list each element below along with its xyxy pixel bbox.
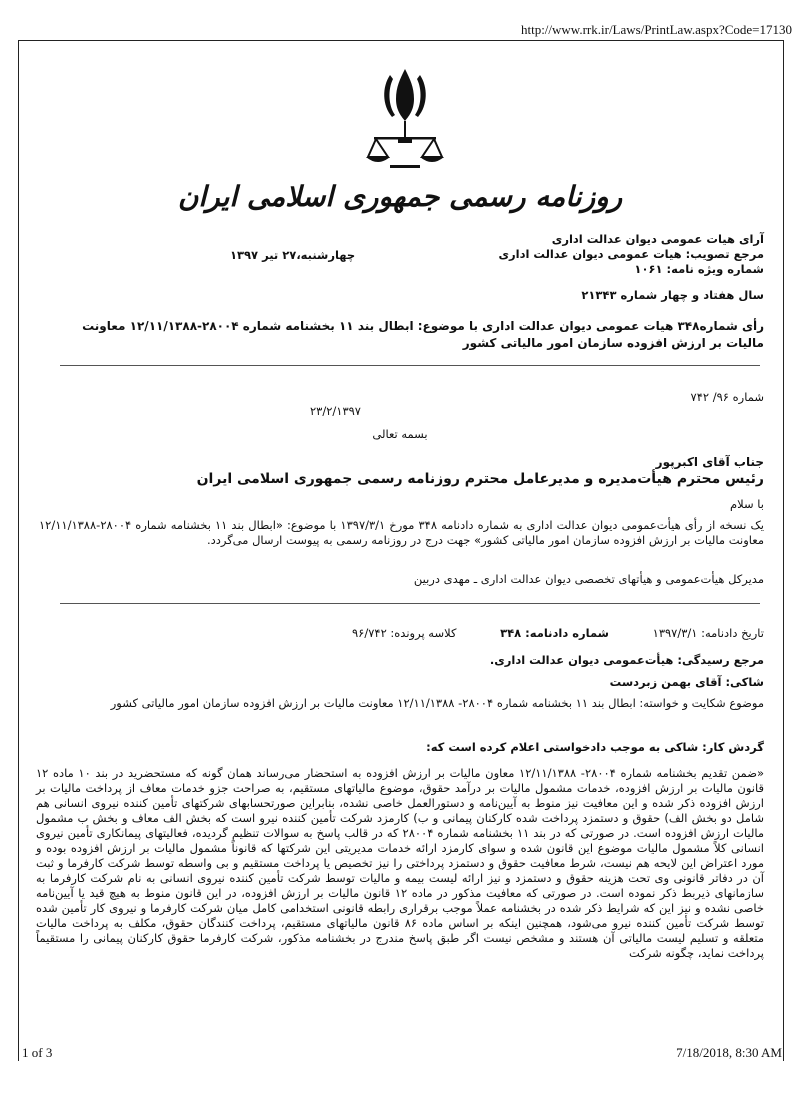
case-flow: گردش کار: شاکی به موجب دادخواستی اعلام کرده است که: [426,740,764,754]
greeting: با سلام [730,497,764,511]
page-count: 1 of 3 [22,1045,53,1060]
masthead-title: روزنامه رسمی جمهوری اسلامی ایران [177,180,623,213]
meta-line-2: مرجع تصویب: هیات عمومی دیوان عدالت اداری [498,247,764,261]
meta-block [464,232,764,277]
case-body: «ضمن تقدیم بخشنامه شماره ۲۸۰۰۴- ۱۲/۱۱/۱۳۸۸ معاون مالیات بر ارزش افزوده به استحضار می‌رساند همان گونه که مستحضرید در بند ۱۰ ماده ۱۲ قانون مالیات بر ارزش افزوده، خدمات مشمول مالیات بر درآمد حقوق، موضوع مالیاتهای مستقیم، به صراحت جزو خدمات معاف از پرداخت مالیات بر ارزش افزوده ذکر شده و این معافیت نیز منوط به آیین‌نامه و دستورالعمل خاصی نشده، بنابراین صورتحسابهای شرکتهای تأمین کننده نیروی انسانی هم شامل دو بخش الف) حقوق و دستمزد پرداخت شده کارکنان پیمانی و ب) کارمزد شرکت تأمین کننده نیرو است که بخش الف معاف و بخش ب مشمول مالیات ارزش افزوده است. در صورتی که در بند ۱۱ بخشنامه شماره ۲۸۰۰۴ که در قالب پاسخ به سوالات تنظیم گردیده، فعالیتهای پیمانکاری تأمین نیروی انسانی کلاً مشمول مالیات موضوع این قانون شده و سوای کارمزد ارائه خدمات مدیریتی این شرکتها که قانوناً مشمول مالیات بر ارزش افزوده بوده و مورد اعتراض این لایحه هم نیست، شرط معافیت حقوق و دستمزد پرداختی را نیز تخصیص یا پرداخت مستقیم و بی واسطه توسط شرکت کارفرما و ثبت آن در دفاتر قانونی وی تحت هزینه حقوق و دستمزد و نیز ارائه لیست بیمه و مالیات توسط شرکت تأمین کننده نیروی انسانی به نام شرکت کارفرما به سازمانهای ذیربط ذکر نموده است. در صورتی که معافیت مذکور در ماده ۱۲ قانون مالیات بر ارزش افزوده، در این قانون منوط به هیچ قید یا آیین‌نامه خاصی نشده و نیز این که شرایط ذکر شده در بخشنامه عملاً موجب برقراری رابطه قانونی استخدامی کامل میان شرکت کارفرما و نیروی کار تأمین شده توسط شرکت تأمین کننده نیرو می‌شود، همچنین اینکه بر اساس ماده ۸۶ قانون مالیاتهای مستقیم، پرداخت کنندگان حقوق، مکلف به پرداخت مالیات متعلقه و تسلیم لیست مالیاتی آن هستند و مشخص نیست اگر طبق پاسخ مندرج در بخشنامه مذکور، شرکت کارفرما حقوق کارکنان پیمانی را مستقیماً پرداخت نماید، چگونه شرکت [36,766,765,960]
case-topic: موضوع شکایت و خواسته: ابطال بند ۱۱ بخشنامه شماره ۲۸۰۰۴- ۱۲/۱۱/۱۳۸۸ معاونت مالیات بر ارزش افزوده سازمان امور مالیاتی کشور [110,696,764,710]
case-file: کلاسه پرونده: ۹۶/۷۴۲ [351,626,457,640]
publish-date: چهارشنبه،۲۷ تیر ۱۳۹۷ [230,248,356,262]
meta-line-1: آرای هیات عمومی دیوان عدالت اداری [551,232,764,246]
case-date: تاریخ دادنامه: ۱۳۹۷/۳/۱ [652,626,764,640]
year-line: سال هفتاد و چهار شماره ۲۱۳۴۳ [581,288,764,302]
addressee-name: جناب آقای اکبرپور [655,455,764,469]
divider [60,365,760,366]
case-info-row [34,626,764,641]
print-url: http://www.rrk.ir/Laws/PrintLaw.aspx?Code=17130 [520,22,792,37]
addressee-title: رئیس محترم هیأت‌مدیره و مدیرعامل محترم روزنامه رسمی جمهوری اسلامی ایران [196,471,764,487]
case-plaintiff: شاکی: آقای بهمن زبردست [609,675,764,689]
divider [60,603,760,604]
signature-line: مدیرکل هیأت‌عمومی و هیأتهای تخصصی دیوان عدالت اداری ـ مهدی دربین [413,572,764,586]
iran-emblem-icon [360,65,450,175]
case-number: شماره دادنامه: ۳۴۸ [500,626,609,640]
case-reference: مرجع رسیدگی: هیأت‌عمومی دیوان عدالت اداری. [489,653,764,667]
meta-line-3: شماره ویژه نامه: ۱۰۶۱ [634,262,764,276]
bismillah: بسمه تعالی [372,427,428,441]
letter-date: ۲۳/۲/۱۳۹۷ [310,404,361,418]
letter-number: شماره ۹۶/ ۷۴۲ [690,390,764,404]
ruling-subject: رأی شماره۳۴۸ هیات عمومی دیوان عدالت اداری با موضوع: ابطال بند ۱۱ بخشنامه شماره ۲۸۰۰۴-۱۲/۱۱/۱۳۸۸ معاونت مالیات بر ارزش افزوده سازمان امور مالیاتی کشور [82,319,764,350]
print-datetime: 7/18/2018, 8:30 AM [676,1045,782,1060]
letter-paragraph: یک نسخه از رأی هیأت‌عمومی دیوان عدالت اداری به شماره دادنامه ۳۴۸ مورخ ۱۳۹۷/۳/۱ با موضوع: «ابطال بند ۱۱ بخشنامه شماره ۲۸۰۰۴-۱۲/۱۱/۱۳۸۸ معاونت مالیات بر ارزش افزوده سازمان امور مالیاتی کشور» جهت درج در روزنامه رسمی به پیوست ارسال می‌گردد. [39,518,764,547]
